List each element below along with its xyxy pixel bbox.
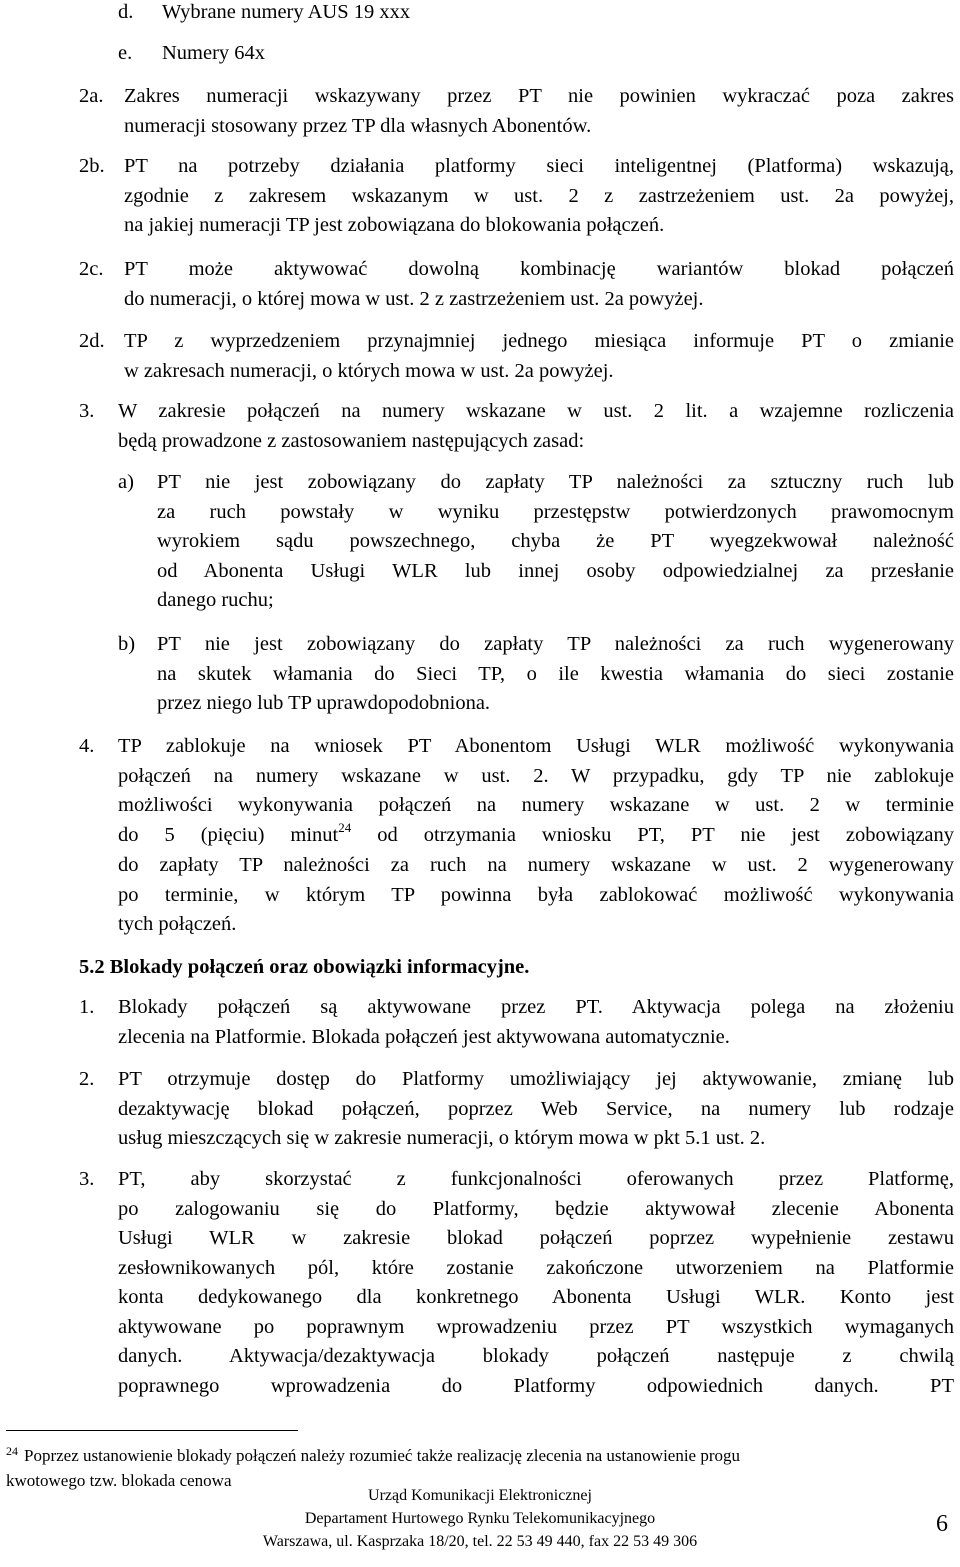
par-2b-line: zgodnie z zakresem wskazanym w ust. 2 z zastrzeżeniem ust. 2a powyżej, (124, 184, 954, 207)
par-3a-line: od Abonenta Usługi WLR lub innej osoby odpowiedzialnej za przesłanie (157, 559, 954, 582)
par-2a-line: numeracji stosowany przez TP dla własnych Abonentów. (124, 114, 592, 137)
par-4-line (118, 821, 954, 852)
par-2b-line: PT na potrzeby działania platformy sieci inteligentnej (Platforma) wskazują, (124, 155, 954, 177)
par-4-text: od otrzymania wniosku PT, PT nie jest zobowiązany (351, 823, 954, 846)
s3-line: PT, aby skorzystać z funkcjonalności oferowanych przez Platformę, (118, 1168, 954, 1190)
par-3 (118, 397, 954, 456)
s1-label: 1. (79, 996, 95, 1018)
list-item-d: Wybrane numery AUS 19 xxx (162, 1, 411, 23)
par-3b-line: PT nie jest zobowiązany do zapłaty TP należności za ruch wygenerowany (157, 633, 954, 655)
par-3a (157, 468, 954, 616)
par-3a-line: wyrokiem sądu powszechnego, chyba że PT wyegzekwował należność (157, 530, 954, 552)
s3-line: aktywowane po poprawnym wprowadzeniu przez PT wszystkich wymaganych (118, 1315, 954, 1338)
s1-line: Blokady połączeń są aktywowane przez PT. Aktywacja polega na złożeniu (118, 996, 954, 1018)
s3-line: konta dedykowanego dla konkretnego Abonenta Usługi WLR. Konto jest (118, 1286, 954, 1308)
s2-label: 2. (79, 1068, 95, 1090)
s3-line: danych. Aktywacja/dezaktywacja blokady połączeń następuje z chwilą (118, 1345, 954, 1367)
s3-line: Usługi WLR w zakresie blokad połączeń poprzez wypełnienie zestawu (118, 1227, 954, 1249)
par-2c-line: do numeracji, o której mowa w ust. 2 z zastrzeżeniem ust. 2a powyżej. (124, 287, 704, 310)
par-3a-label: a) (118, 471, 134, 493)
s3-label: 3. (79, 1168, 95, 1190)
par-4-line: do zapłaty TP należności za ruch na numery wskazane w ust. 2 wygenerowany (118, 854, 954, 876)
footer-line: Urząd Komunikacji Elektronicznej (368, 1487, 592, 1504)
par-2c-label: 2c. (79, 258, 104, 280)
s3-line: zesłownikowanych pól, które zostanie zakończone utworzeniem na Platformie (118, 1256, 954, 1279)
s3-line: po zalogowaniu się do Platformy, będzie aktywował zlecenie Abonenta (118, 1197, 954, 1220)
par-3a-line: danego ruchu; (157, 589, 274, 611)
list-label-d: d. (118, 1, 134, 23)
par-2d-line: w zakresach numeracji, o których mowa w ust. 2a powyżej. (124, 359, 614, 382)
par-3a-line: PT nie jest zobowiązany do zapłaty TP należności za sztuczny ruch lub (157, 471, 954, 493)
par-3b (157, 630, 954, 719)
par-2b-label: 2b. (79, 155, 105, 177)
s2-line: usług mieszczących się w zakresie numeracji, o którym mowa w pkt 5.1 ust. 2. (118, 1127, 766, 1149)
par-4-line: połączeń na numery wskazane w ust. 2. W przypadku, gdy TP nie zablokuje (118, 764, 954, 787)
par-4-line: po terminie, w którym TP powinna była zablokować możliwość wykonywania (118, 883, 954, 906)
par-2a-line: Zakres numeracji wskazywany przez PT nie powinien wykraczać poza zakres (124, 85, 954, 107)
par-4-label: 4. (79, 735, 95, 757)
section-heading: 5.2 Blokady połączeń oraz obowiązki informacyjne. (79, 956, 530, 978)
par-4-text: do 5 (pięciu) minut (118, 823, 339, 846)
par-3b-label: b) (118, 633, 136, 655)
footnote-ref-24: 24 (338, 819, 352, 835)
par-3b-line: przez niego lub TP uprawdopodobniona. (157, 692, 491, 714)
par-4-line: TP zablokuje na wniosek PT Abonentom Usługi WLR możliwość wykonywania (118, 735, 954, 757)
s1 (118, 993, 954, 1052)
page-number: 6 (936, 1511, 948, 1537)
par-2b-line: na jakiej numeracji TP jest zobowiązana do blokowania połączeń. (124, 214, 665, 236)
par-3-line: będą prowadzone z zastosowaniem następujących zasad: (118, 429, 585, 452)
par-4-line: tych połączeń. (118, 913, 237, 935)
footer-line: Departament Hurtowego Rynku Telekomunikacyjnego (304, 1510, 656, 1527)
par-2c (124, 255, 954, 314)
s2-line: dezaktywację blokad połączeń, poprzez Web Service, na numery lub rodzaje (118, 1097, 954, 1120)
par-2b (124, 152, 954, 241)
footer-line: Warszawa, ul. Kasprzaka 18/20, tel. 22 53 49 440, fax 22 53 49 306 (262, 1533, 698, 1550)
footnote-line (6, 1444, 956, 1469)
s1-line: zlecenia na Platformie. Blokada połączeń jest aktywowana automatycznie. (118, 1025, 730, 1048)
par-2a-label: 2a. (79, 85, 104, 107)
list-item-e: Numery 64x (162, 42, 266, 64)
par-2d-label: 2d. (79, 330, 105, 352)
par-3a-line: za ruch powstały w wyniku przestępstw potwierdzonych prawomocnym (157, 500, 954, 523)
footnote-marker: 24 (6, 1444, 18, 1458)
list-label-e: e. (118, 42, 133, 64)
par-3-line: W zakresie połączeń na numery wskazane w ust. 2 lit. a wzajemne rozliczenia (118, 400, 954, 422)
footnote-line: kwotowego tzw. blokada cenowa (6, 1471, 232, 1490)
s3 (118, 1165, 954, 1401)
footnote-separator (6, 1430, 298, 1431)
par-3-label: 3. (79, 400, 95, 422)
footnote-text: Poprzez ustanowienie blokady połączeń należy rozumieć także realizację zlecenia na ustanowienie progu (24, 1446, 741, 1465)
s2 (118, 1065, 954, 1154)
par-2a (124, 82, 954, 141)
s3-line: poprawnego wprowadzenia do Platformy odpowiednich danych. PT (118, 1374, 954, 1397)
par-4-line: możliwości wykonywania połączeń na numery wskazane w ust. 2 w terminie (118, 794, 954, 816)
par-4 (118, 732, 954, 940)
par-2d (124, 327, 954, 386)
par-2c-line: PT może aktywować dowolną kombinację wariantów blokad połączeń (124, 258, 954, 280)
par-2d-line: TP z wyprzedzeniem przynajmniej jednego miesiąca informuje PT o zmianie (124, 330, 954, 352)
s2-line: PT otrzymuje dostęp do Platformy umożliwiający jej aktywowanie, zmianę lub (118, 1068, 954, 1090)
page-footer (230, 1484, 730, 1553)
par-3b-line: na skutek włamania do Sieci TP, o ile kwestia włamania do sieci zostanie (157, 662, 954, 685)
